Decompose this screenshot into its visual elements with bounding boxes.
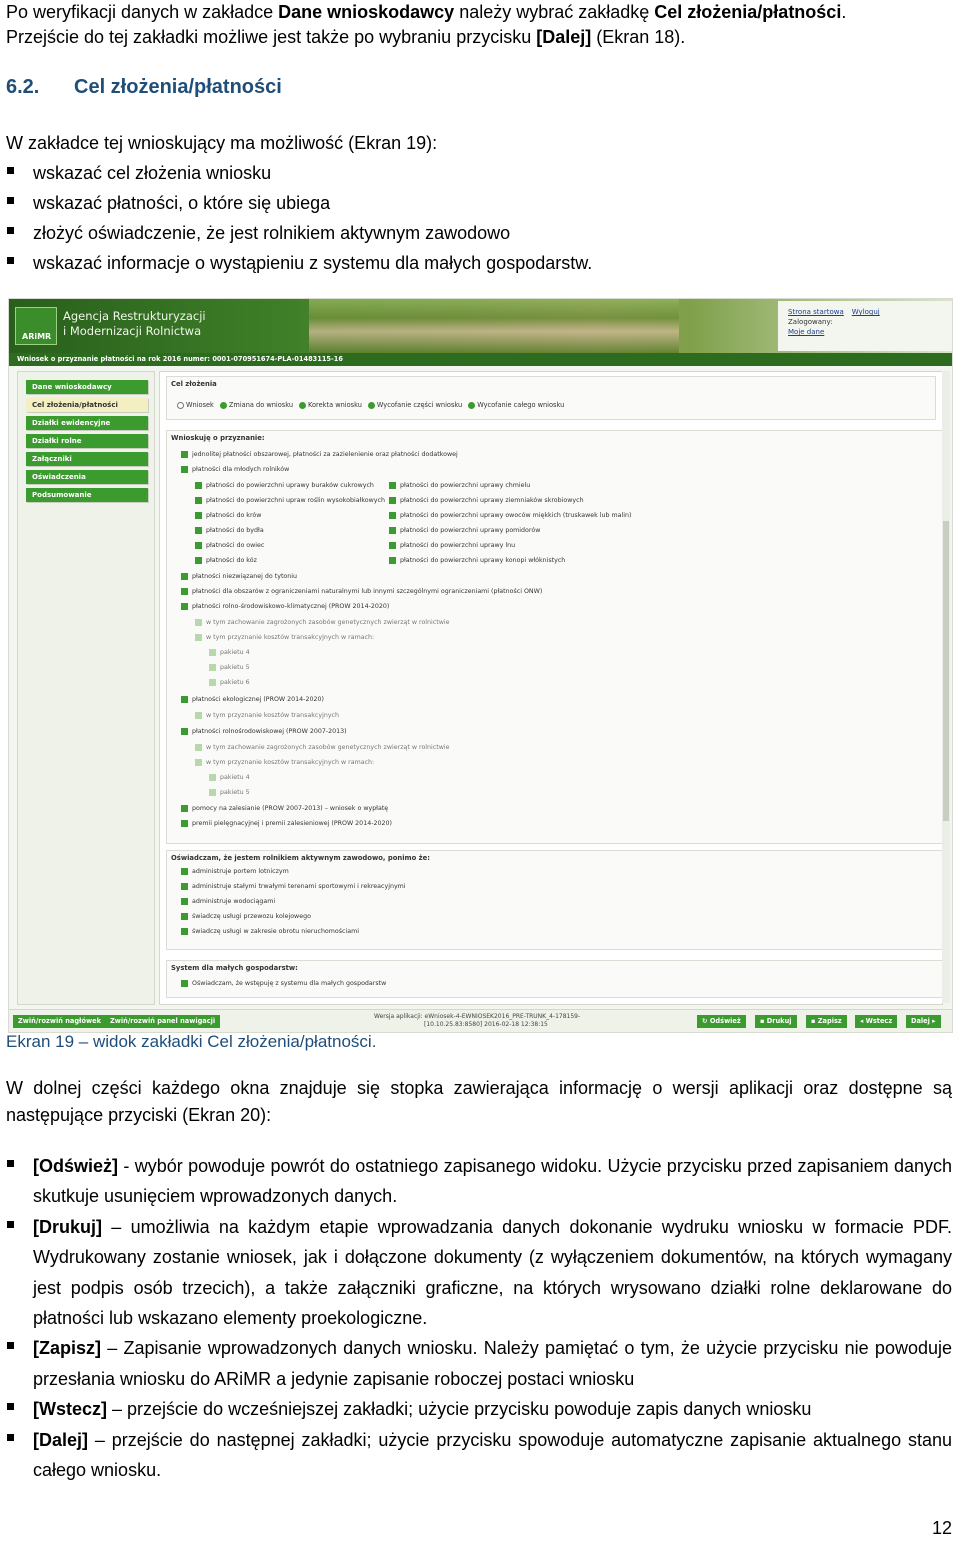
screenshot-ekran-19 <box>8 298 953 1033</box>
checkbox-label: płatności do owiec <box>206 542 265 549</box>
panel-oswiadczam <box>166 850 946 950</box>
refresh-button[interactable]: ↻ Odśwież <box>697 1015 746 1028</box>
nav-cel-zlozenia[interactable]: Cel złożenia/płatności <box>26 398 148 412</box>
checkbox-label: pakietu 5 <box>220 789 250 796</box>
radio-wycofanie-czesci[interactable] <box>368 401 462 409</box>
radio-korekta[interactable] <box>299 401 362 409</box>
refresh-label: Odśwież <box>709 1017 741 1025</box>
checkbox-icon <box>389 527 396 534</box>
checkbox-item[interactable] <box>181 805 388 812</box>
panel-title: System dla małych gospodarstw: <box>171 964 298 972</box>
intro-text: . <box>841 2 847 22</box>
checkbox-item[interactable] <box>195 512 261 519</box>
checkbox-icon <box>195 482 202 489</box>
checkbox-icon <box>209 774 216 781</box>
checkbox-item[interactable] <box>209 649 250 656</box>
checkbox-label: płatności do powierzchni uprawy owoców miękkich (truskawek lub malin) <box>400 512 632 519</box>
checkbox-label: jednolitej płatności obszarowej, płatności za zazielenienie oraz płatności dodatkowej <box>192 451 458 458</box>
checkbox-item[interactable] <box>195 634 374 641</box>
section-title: Cel złożenia/płatności <box>74 76 282 98</box>
checkbox-item[interactable] <box>181 728 347 735</box>
checkbox-item[interactable] <box>209 664 250 671</box>
checkbox-item[interactable] <box>181 898 275 905</box>
nav-podsumowanie[interactable]: Podsumowanie <box>26 488 148 502</box>
list-item <box>6 1333 952 1394</box>
checkbox-icon <box>209 649 216 656</box>
list-item <box>6 1425 952 1486</box>
checkbox-label: w tym przyznanie kosztów transakcyjnych <box>206 712 340 719</box>
checkbox-icon <box>181 928 188 935</box>
save-label: Zapisz <box>817 1017 842 1025</box>
app-footer <box>9 1009 952 1033</box>
button-name: [Zapisz] <box>33 1338 102 1359</box>
next-label: Dalej <box>911 1017 930 1025</box>
checkbox-icon <box>389 512 396 519</box>
checkbox-icon <box>195 512 202 519</box>
button-name: [Drukuj] <box>33 1216 102 1237</box>
checkbox-icon <box>181 805 188 812</box>
panel-system-malych-gospodarstw <box>166 960 946 998</box>
checkbox-label: pakietu 6 <box>220 679 250 686</box>
checkbox-item[interactable] <box>195 497 385 504</box>
radio-label: Zmiana do wniosku <box>228 401 294 409</box>
section-number: 6.2. <box>6 76 40 98</box>
checkbox-icon <box>389 482 396 489</box>
checkbox-item[interactable] <box>181 696 324 703</box>
application-id-bar: Wniosek o przyznanie płatności na rok 2016 numer: 0001-070951674-PLA-01483115-16 <box>9 353 952 366</box>
checkbox-icon <box>389 497 396 504</box>
checkbox-icon <box>181 573 188 580</box>
checkbox-label: płatności do powierzchni uprawy konopi włóknistych <box>400 557 566 564</box>
checkbox-icon <box>209 789 216 796</box>
checkbox-icon <box>195 497 202 504</box>
nav-dzialki-ewidencyjne[interactable]: Działki ewidencyjne <box>26 416 148 430</box>
radio-selected-icon <box>177 402 184 409</box>
checkbox-label: płatności dla młodych rolników <box>192 466 290 473</box>
home-link[interactable]: Strona startowa <box>788 308 844 316</box>
buttons-description <box>6 1151 952 1485</box>
back-button[interactable]: ◂ Wstecz <box>855 1015 897 1028</box>
list-item: złożyć oświadczenie, że jest rolnikiem aktywnym zawodowo <box>6 218 952 248</box>
page-number: 12 <box>931 1518 952 1538</box>
panel-title: Oświadczam, że jestem rolnikiem aktywnym zawodowo, ponimo że: <box>171 854 430 862</box>
section-intro: W zakładce tej wnioskujący ma możliwość (Ekran 19): <box>6 133 438 153</box>
checkbox-item[interactable] <box>181 980 386 987</box>
list-item <box>6 1394 952 1424</box>
checkbox-icon <box>181 466 188 473</box>
checkbox-icon <box>209 664 216 671</box>
banner-photo <box>309 299 679 353</box>
checkbox-icon <box>195 542 202 549</box>
checkbox-icon <box>181 820 188 827</box>
checkbox-item[interactable] <box>181 868 289 875</box>
top-links <box>778 301 952 351</box>
checkbox-icon <box>209 679 216 686</box>
button-desc: – Zapisanie wprowadzonych danych wniosku. Należy pamiętać o tym, że użycie przycisku nie powoduje przesłania wniosku do ARiMR a jedynie zapisanie roboczej postaci wniosku <box>33 1338 952 1389</box>
checkbox-label: płatności do bydła <box>206 527 264 534</box>
checkbox-label: płatności do powierzchni uprawy buraków cukrowych <box>206 482 374 489</box>
list-item: wskazać informacje o wystąpieniu z systemu dla małych gospodarstw. <box>6 248 952 278</box>
figure-caption: Ekran 19 – widok zakładki Cel złożenia/płatności. <box>6 1032 377 1051</box>
checkbox-icon <box>181 728 188 735</box>
checkbox-item[interactable] <box>209 774 250 781</box>
logo-text: ARiMR <box>22 332 52 341</box>
checkbox-item[interactable] <box>389 527 540 534</box>
radio-wycofanie-calego[interactable] <box>468 401 564 409</box>
checkbox-item[interactable] <box>389 482 530 489</box>
radio-zmiana[interactable] <box>220 401 293 409</box>
button-list <box>6 1151 952 1485</box>
checkbox-icon <box>181 451 188 458</box>
checkbox-item[interactable] <box>389 512 631 519</box>
checkbox-label: płatności do powierzchni uprawy chmielu <box>400 482 531 489</box>
intro-bold: Dane wnioskodawcy <box>278 2 455 22</box>
radio-icon <box>299 402 306 409</box>
toggle-nav-panel-button[interactable]: Zwiń/rozwiń panel nawigacji <box>105 1015 220 1028</box>
checkbox-item[interactable] <box>181 451 458 458</box>
panel-title: Cel złożenia <box>171 380 217 388</box>
checkbox-item[interactable] <box>181 603 389 610</box>
arimr-logo <box>15 307 57 345</box>
checkbox-label: pakietu 4 <box>220 774 250 781</box>
checkbox-icon <box>181 868 188 875</box>
form-content <box>159 371 943 1005</box>
section-bullet-list <box>6 158 952 278</box>
checkbox-label: w tym przyznanie kosztów transakcyjnych w ramach: <box>206 759 375 766</box>
checkbox-item[interactable] <box>181 913 311 920</box>
footer-description: W dolnej części każdego okna znajduje się stopka zawierająca informację o wersji aplikacji oraz dostępne są następujące przyciski (Ekran 20): <box>6 1078 952 1125</box>
panel-title: Wnioskuję o przyznanie: <box>171 434 265 442</box>
back-label: Wstecz <box>865 1017 893 1025</box>
button-desc: – umożliwia na każdym etapie wprowadzania danych dokonanie wydruku wniosku w formacie PDF. Wydrukowany zostanie wniosek, jak i dołączone dokumenty (z wyłączeniem dokumentów, na których wymagany jest podpis osób trzecich), a także załączniki graficzne, na których wrysowano działki rolne deklarowane do płatności lub wskazano elementy proekologiczne. <box>33 1216 952 1329</box>
radio-label: Wniosek <box>186 401 214 409</box>
checkbox-icon <box>181 603 188 610</box>
checkbox-item[interactable] <box>195 527 264 534</box>
intro-paragraph <box>6 0 952 50</box>
checkbox-icon <box>195 527 202 534</box>
intro-text: Po weryfikacji danych w zakładce <box>6 2 279 22</box>
checkbox-item[interactable] <box>181 588 542 595</box>
app-version <box>374 1013 580 1029</box>
agency-name <box>63 309 206 339</box>
checkbox-icon <box>181 883 188 890</box>
checkbox-label: pakietu 4 <box>220 649 250 656</box>
checkbox-icon <box>181 913 188 920</box>
version-line: Wersja aplikacji: eWniosek-4-EWNIOSEK2016_PRE-TRUNK_4-178159- <box>374 1013 581 1020</box>
checkbox-label: płatności rolno-środowiskowo-klimatycznej (PROW 2014-2020) <box>192 603 390 610</box>
checkbox-icon <box>195 759 202 766</box>
button-desc: – przejście do następnej zakładki; użycie przycisku spowoduje automatyczne zapisanie aktualnego stanu całego wniosku. <box>33 1429 952 1481</box>
checkbox-label: świadczę usługi w zakresie obrotu nieruchomościami <box>192 928 360 935</box>
checkbox-icon <box>195 619 202 626</box>
agency-line: i Modernizacji Rolnictwa <box>63 324 202 338</box>
checkbox-item[interactable] <box>195 619 450 626</box>
checkbox-icon <box>195 634 202 641</box>
button-desc: - wybór powoduje powrót do ostatniego zapisanego widoku. Użycie przycisku przed zapisaniem danych skutkuje usunięciem wprowadzonych danych. <box>33 1156 952 1207</box>
radio-label: Korekta wniosku <box>308 401 362 409</box>
radio-icon <box>220 402 227 409</box>
radio-wniosek[interactable] <box>177 401 214 409</box>
logged-label: Zalogowany: <box>788 318 833 326</box>
checkbox-icon <box>195 712 202 719</box>
intro-bold: [Dalej] <box>536 27 592 47</box>
button-name: [Odśwież] <box>33 1156 119 1176</box>
checkbox-label: płatności do krów <box>206 512 262 519</box>
checkbox-label: płatności do powierzchni upraw roślin wysokobiałkowych <box>206 497 385 504</box>
checkbox-label: w tym zachowanie zagrożonych zasobów genetycznych zwierząt w rolnictwie <box>206 619 450 626</box>
checkbox-item[interactable] <box>181 573 297 580</box>
version-line: [10.10.25.83:8580] 2016-02-18 12:38:15 <box>424 1021 548 1028</box>
checkbox-icon <box>389 557 396 564</box>
checkbox-item[interactable] <box>195 482 374 489</box>
print-button[interactable]: ▪ Drukuj <box>755 1015 797 1028</box>
checkbox-item[interactable] <box>389 557 565 564</box>
checkbox-item[interactable] <box>181 466 289 473</box>
checkbox-label: płatności do kóz <box>206 557 257 564</box>
list-item <box>6 1212 952 1334</box>
button-name: [Wstecz] <box>33 1399 108 1420</box>
checkbox-label: płatności do powierzchni uprawy ziemniaków skrobiowych <box>400 497 584 504</box>
checkbox-icon <box>195 744 202 751</box>
nav-zalaczniki[interactable]: Załączniki <box>26 452 148 466</box>
app-banner <box>9 299 952 353</box>
checkbox-item[interactable] <box>181 883 406 890</box>
checkbox-item[interactable] <box>195 759 374 766</box>
checkbox-icon <box>181 588 188 595</box>
logout-link[interactable]: Wyloguj <box>851 308 880 316</box>
checkbox-item[interactable] <box>209 789 250 796</box>
checkbox-label: płatności dla obszarów z ograniczeniami naturalnymi lub innymi szczególnymi ograniczeniami (płatności ONW) <box>192 588 543 595</box>
save-button[interactable]: ▪ Zapisz <box>806 1015 847 1028</box>
intro-bold: Cel złożenia/płatności <box>654 2 842 22</box>
button-desc: – przejście do wcześniejszej zakładki; użycie przycisku powoduje zapis danych wniosku <box>107 1399 812 1420</box>
checkbox-label: w tym zachowanie zagrożonych zasobów genetycznych zwierząt w rolnictwie <box>206 744 450 751</box>
intro-text: (Ekran 18). <box>591 27 686 47</box>
intro-text: Przejście do tej zakładki możliwe jest także po wybraniu przycisku <box>6 27 537 47</box>
checkbox-label: administruje portem lotniczym <box>192 868 289 875</box>
intro-text: należy wybrać zakładkę <box>454 2 655 22</box>
checkbox-label: administruje wodociągami <box>192 898 276 905</box>
checkbox-item[interactable] <box>181 820 392 827</box>
checkbox-icon <box>195 557 202 564</box>
checkbox-icon <box>181 898 188 905</box>
list-item: wskazać płatności, o które się ubiega <box>6 188 952 218</box>
print-label: Drukuj <box>766 1017 792 1025</box>
radio-icon <box>468 402 475 409</box>
checkbox-item[interactable] <box>195 557 257 564</box>
section-heading <box>6 76 282 99</box>
checkbox-icon <box>181 696 188 703</box>
checkbox-label: pomocy na zalesianie (PROW 2007-2013) – wniosek o wypłatę <box>192 805 389 812</box>
nav-oswiadczenia[interactable]: Oświadczenia <box>26 470 148 484</box>
list-item <box>6 1151 952 1212</box>
navigation-panel <box>17 371 155 1005</box>
scrollbar-thumb[interactable] <box>943 521 949 821</box>
panel-wnioskuje <box>166 430 947 844</box>
next-button[interactable]: Dalej ▸ <box>906 1015 941 1028</box>
list-item: wskazać cel złożenia wniosku <box>6 158 952 188</box>
checkbox-item[interactable] <box>389 542 515 549</box>
nav-dzialki-rolne[interactable]: Działki rolne <box>26 434 148 448</box>
checkbox-item[interactable] <box>389 497 584 504</box>
checkbox-item[interactable] <box>195 712 339 719</box>
radio-label: Wycofanie części wniosku <box>376 401 463 409</box>
checkbox-label: Oświadczam, że wstępuję z systemu dla małych gospodarstw <box>192 980 387 987</box>
checkbox-label: płatności niezwiązanej do tytoniu <box>192 573 298 580</box>
checkbox-label: pakietu 5 <box>220 664 250 671</box>
checkbox-item[interactable] <box>181 928 359 935</box>
checkbox-label: w tym przyznanie kosztów transakcyjnych w ramach: <box>206 634 375 641</box>
checkbox-label: płatności do powierzchni uprawy pomidorów <box>400 527 541 534</box>
checkbox-icon <box>181 980 188 987</box>
radio-icon <box>368 402 375 409</box>
checkbox-label: premii pielęgnacyjnej i premii zalesieniowej (PROW 2014-2020) <box>192 820 392 827</box>
checkbox-label: płatności rolnośrodowiskowej (PROW 2007-2013) <box>192 728 347 735</box>
panel-cel-zlozenia <box>166 376 936 420</box>
radio-label: Wycofanie całego wniosku <box>477 401 565 409</box>
checkbox-label: administruje stałymi trwałymi terenami sportowymi i rekreacyjnymi <box>192 883 406 890</box>
checkbox-item[interactable] <box>209 679 250 686</box>
checkbox-label: płatności ekologicznej (PROW 2014-2020) <box>192 696 324 703</box>
agency-line: Agencja Restrukturyzacji <box>63 309 206 323</box>
checkbox-label: płatności do powierzchni uprawy lnu <box>400 542 516 549</box>
purpose-radio-group <box>177 401 564 409</box>
my-data-link[interactable]: Moje dane <box>788 328 825 336</box>
checkbox-icon <box>389 542 396 549</box>
checkbox-item[interactable] <box>195 542 264 549</box>
nav-dane-wnioskodawcy[interactable]: Dane wnioskodawcy <box>26 380 148 394</box>
toggle-header-button[interactable]: Zwiń/rozwiń nagłówek <box>13 1015 106 1028</box>
checkbox-label: świadczę usługi przewozu kolejowego <box>192 913 311 920</box>
vertical-scrollbar[interactable] <box>942 371 950 1003</box>
section-body <box>6 128 952 278</box>
checkbox-item[interactable] <box>195 744 450 751</box>
button-name: [Dalej] <box>33 1429 89 1450</box>
